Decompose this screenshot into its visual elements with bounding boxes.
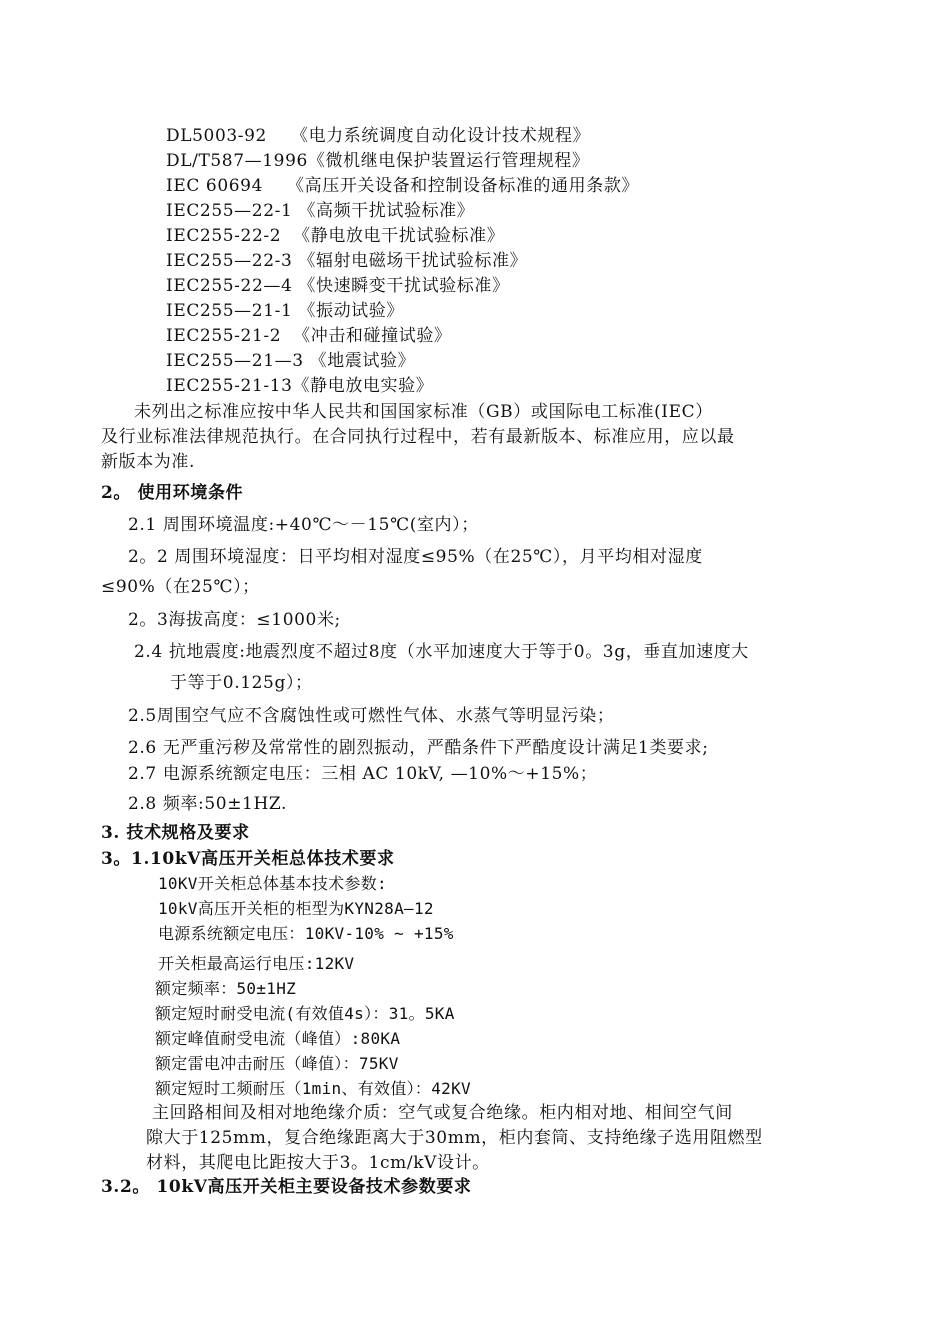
param-line: 10KV开关柜总体基本技术参数: xyxy=(158,874,387,893)
section-heading: 3. 技术规格及要求 xyxy=(101,823,250,843)
standard-line: IEC255-21-2 《冲击和碰撞试验》 xyxy=(166,326,452,346)
param-line: 开关柜最高运行电压:12KV xyxy=(158,954,355,973)
standard-line: IEC255—21—3 《地震试验》 xyxy=(166,351,416,371)
insulation-line: 隙大于125mm，复合绝缘距离大于30mm，柜内套筒、支持绝缘子选用阻燃型 xyxy=(146,1128,763,1148)
env-line: 2.7 电源系统额定电压：三相 AC 10kV, —10%～+15%； xyxy=(128,764,598,784)
standard-line: IEC255-21-13《静电放电实验》 xyxy=(166,376,434,396)
standard-line: IEC255-22-2 《静电放电干扰试验标准》 xyxy=(166,226,505,246)
standard-line: DL/T587—1996《微机继电保护装置运行管理规程》 xyxy=(166,151,590,171)
env-line: 于等于0.125g）； xyxy=(170,673,313,693)
param-line: 电源系统额定电压：10KV-10% ~ +15% xyxy=(158,924,454,943)
note-line: 新版本为准. xyxy=(101,452,196,472)
param-line: 10kV高压开关柜的柜型为KYN28A—12 xyxy=(158,899,434,918)
env-line: 2.8 频率:50±1HZ. xyxy=(128,794,288,814)
note-line: 未列出之标准应按中华人民共和国国家标准（GB）或国际电工标准(IEC） xyxy=(134,402,713,422)
param-line: 额定频率：50±1HZ xyxy=(155,979,297,998)
section-heading: 2。 使用环境条件 xyxy=(101,483,244,503)
note-line: 及行业标准法律规范执行。在合同执行过程中，若有最新版本、标准应用，应以最 xyxy=(101,427,735,447)
standard-line: IEC255—21-1 《振动试验》 xyxy=(166,301,404,321)
subsection-heading: 3.2。 10kV高压开关柜主要设备技术参数要求 xyxy=(101,1177,472,1197)
env-line: 2.4 抗地震度:地震烈度不超过8度（水平加速度大于等于0。3g，垂直加速度大 xyxy=(134,642,749,662)
insulation-line: 主回路相间及相对地绝缘介质：空气或复合绝缘。柜内相对地、相间空气间 xyxy=(152,1103,733,1123)
param-line: 额定雷电冲击耐压（峰值）：75KV xyxy=(155,1054,399,1073)
insulation-line: 材料，其爬电比距按大于3。1cm/kV设计。 xyxy=(146,1153,490,1173)
standard-line: IEC 60694 《高压开关设备和控制设备标准的通用条款》 xyxy=(166,176,640,196)
env-line: 2.1 周围环境温度:+40℃～－15℃(室内）； xyxy=(128,515,479,535)
env-line: 2。3海拔高度：≤1000米; xyxy=(128,610,341,630)
param-line: 额定短时工频耐压（1min、有效值）：42KV xyxy=(155,1079,471,1098)
param-line: 额定峰值耐受电流（峰值）:80KA xyxy=(155,1029,401,1048)
standard-line: IEC255—22-3 《辐射电磁场干扰试验标准》 xyxy=(166,251,528,271)
standard-line: IEC255—22-1 《高频干扰试验标准》 xyxy=(166,201,475,221)
standard-line: IEC255-22—4 《快速瞬变干扰试验标准》 xyxy=(166,276,510,296)
param-line: 额定短时耐受电流(有效值4s）：31。5KA xyxy=(155,1004,455,1023)
env-line: 2.6 无严重污秽及常常性的剧烈振动，严酷条件下严酷度设计满足1类要求; xyxy=(128,738,709,758)
env-line: ≤90%（在25℃）； xyxy=(101,577,260,597)
subsection-heading: 3。1.10kV高压开关柜总体技术要求 xyxy=(101,849,395,869)
env-line: 2。2 周围环境湿度：日平均相对湿度≤95%（在25℃），月平均相对湿度 xyxy=(128,547,703,567)
standard-line: DL5003-92 《电力系统调度自动化设计技术规程》 xyxy=(166,126,591,146)
env-line: 2.5周围空气应不含腐蚀性或可燃性气体、水蒸气等明显污染； xyxy=(128,706,615,726)
